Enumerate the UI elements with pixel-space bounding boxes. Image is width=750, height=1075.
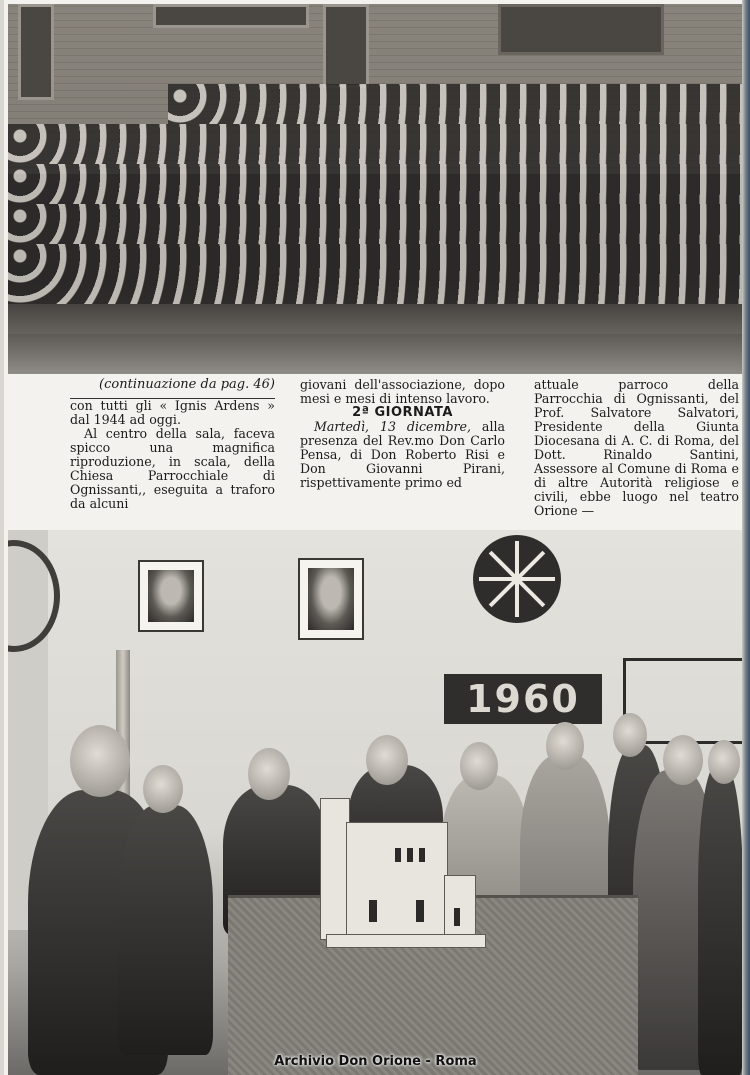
continuation-note: (continuazione da pag. 46) [70, 378, 275, 399]
model-window [454, 908, 460, 926]
church-model-photo [8, 530, 743, 1075]
column-2 [300, 378, 505, 490]
crowd-row [8, 244, 743, 304]
person-head [663, 735, 703, 785]
person-head [366, 735, 408, 785]
church-model-wing [444, 875, 476, 940]
person [118, 805, 213, 1055]
crowd-row [8, 164, 743, 204]
person-head [546, 722, 584, 770]
portrait-image [148, 570, 194, 622]
crowd-row [168, 84, 743, 124]
model-window [416, 900, 424, 922]
person [698, 765, 743, 1075]
person-head [613, 713, 647, 757]
model-window [395, 848, 401, 862]
paragraph-text: alla presenza del Rev.mo Don Carlo Pensa, di Don Roberto Risi e Don Giovanni Pirani, rispettivamente primo ed [300, 419, 506, 490]
paragraph [300, 420, 505, 490]
column-1 [70, 378, 275, 511]
group-photo [8, 4, 743, 374]
building-doorway [498, 4, 664, 55]
date-text: Martedì, 13 dicembre, [314, 419, 471, 434]
page-right-edge [742, 0, 750, 1075]
crowd-row [8, 204, 743, 244]
crowd-row [8, 124, 743, 164]
building-window [323, 4, 369, 88]
ground [8, 334, 743, 374]
model-window [369, 900, 377, 922]
model-window [407, 848, 413, 862]
article-text [60, 378, 740, 518]
person-head [70, 725, 130, 797]
paragraph: Al centro della sala, faceva spicco una magnifica riproduzione, in scala, della Chiesa Parrocchiale di Ognissanti,, eseguita a traforo da alcuni [70, 426, 275, 511]
wall-seal [8, 540, 60, 652]
page-left-edge [0, 0, 4, 1075]
framed-portrait [298, 558, 364, 640]
paragraph: con tutti gli « Ignis Ardens » dal 1944 ad oggi. [70, 398, 275, 427]
model-window [419, 848, 425, 862]
framed-portrait [138, 560, 204, 632]
portrait-image [308, 568, 354, 630]
building-window [18, 4, 54, 100]
building-window [153, 4, 309, 28]
section-heading: 2ª GIORNATA [352, 405, 453, 420]
paragraph: giovani dell'associazione, dopo mesi e mesi di intenso lavoro. [300, 377, 505, 406]
column-3 [534, 378, 739, 518]
cross-emblem-icon [473, 535, 561, 623]
church-model-base [326, 934, 486, 948]
person-head [460, 742, 498, 790]
paragraph: attuale parroco della Parrocchia di Ognissanti, del Prof. Salvatore Salvatori, Presidente della Giunta Diocesana di A. C. di Roma, del Dott. Rinaldo Santini, Assessore al Comune di Roma e di altre Autorità religiose e civili, ebbe luogo nel teatro Orione — [534, 377, 739, 518]
person-head [143, 765, 183, 813]
church-model-facade [346, 822, 448, 940]
person-head [708, 740, 740, 784]
archive-credit: Archivio Don Orione - Roma [274, 1054, 477, 1069]
year-banner: 1960 [444, 674, 602, 724]
person-head [248, 748, 290, 800]
